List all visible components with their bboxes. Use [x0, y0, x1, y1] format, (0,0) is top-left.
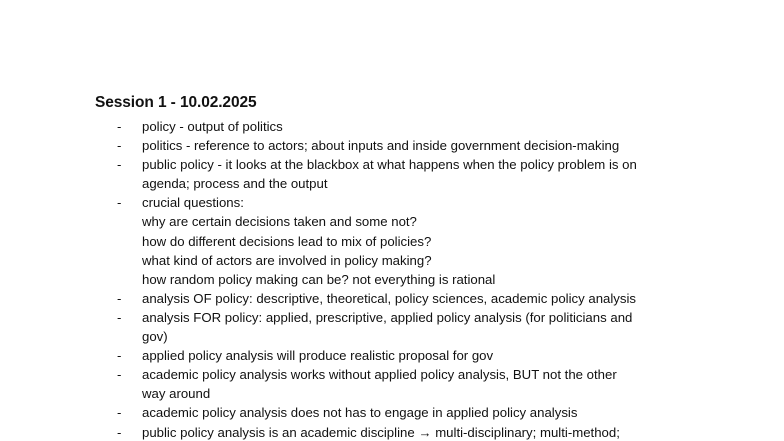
- list-item-text: [142, 136, 694, 155]
- text-line: analysis OF policy: descriptive, theoretical, policy sciences, academic policy analysis: [142, 290, 637, 306]
- text-line: academic policy analysis works without applied policy analysis, BUT not the other: [142, 367, 617, 383]
- list-item-text: [142, 365, 694, 403]
- bullet-dash: -: [117, 367, 122, 383]
- list-item-text: [142, 308, 694, 346]
- list-item: [0, 346, 784, 365]
- list-item-text: [142, 193, 694, 288]
- bullet-dash: -: [117, 157, 122, 173]
- list-item: [0, 117, 784, 136]
- bullet-dash: -: [117, 348, 122, 364]
- list-item: [0, 155, 784, 193]
- text-line: public policy analysis is an academic discipline → multi-disciplinary; multi-method;: [142, 424, 620, 440]
- list-item: [0, 365, 784, 403]
- text-line: analysis FOR policy: applied, prescriptive, applied policy analysis (for politicians and: [142, 309, 633, 325]
- list-item: [0, 193, 784, 288]
- list-item: [0, 403, 784, 422]
- text-line: crucial questions:: [142, 195, 244, 211]
- text-line: agenda; process and the output: [142, 176, 328, 192]
- text-line: policy - output of politics: [142, 119, 283, 134]
- text-line: gov): [142, 329, 168, 345]
- bullet-dash: -: [117, 138, 122, 154]
- text-line: how do different decisions lead to mix of policies?: [142, 233, 432, 249]
- bullet-dash: -: [117, 405, 122, 421]
- list-item-text: [142, 403, 694, 422]
- text-line: how random policy making can be? not everything is rational: [142, 271, 496, 287]
- text-line: way around: [142, 386, 211, 402]
- list-item: [0, 289, 784, 308]
- list-item-text: [142, 289, 694, 308]
- bullet-dash: -: [117, 424, 122, 440]
- list-item: [0, 423, 784, 441]
- text-line: what kind of actors are involved in policy making?: [142, 252, 432, 268]
- list-item-text: [142, 117, 694, 136]
- list-item-text: [142, 423, 694, 441]
- session-title: Session 1 - 10.02.2025: [95, 94, 257, 111]
- bullet-dash: -: [117, 290, 122, 306]
- bullet-dash: -: [117, 119, 122, 134]
- text-line: public policy - it looks at the blackbox at what happens when the policy problem is on: [142, 157, 637, 173]
- text-line: politics - reference to actors; about inputs and inside government decision-making: [142, 138, 620, 154]
- notes-list: [0, 117, 784, 441]
- list-item: [0, 136, 784, 155]
- list-item: [0, 308, 784, 346]
- bullet-dash: -: [117, 309, 122, 325]
- list-item-text: [142, 155, 694, 193]
- text-line: academic policy analysis does not has to engage in applied policy analysis: [142, 405, 578, 421]
- text-line: applied policy analysis will produce realistic proposal for gov: [142, 348, 494, 364]
- list-item-text: [142, 346, 694, 365]
- bullet-dash: -: [117, 195, 122, 211]
- text-line: why are certain decisions taken and some not?: [142, 214, 417, 230]
